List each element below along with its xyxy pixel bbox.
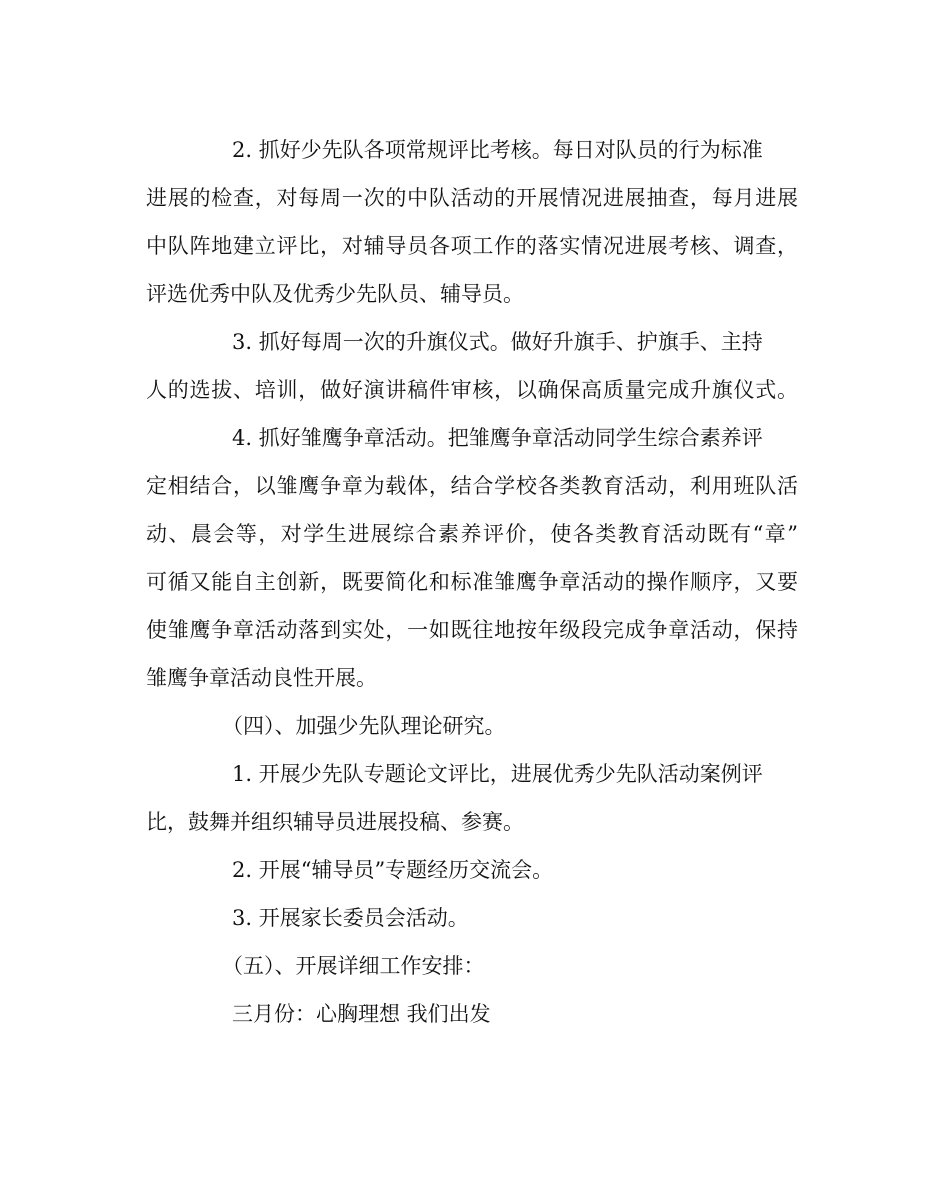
paragraph-line: 3. 抓好每周一次的升旗仪式。做好升旗手、护旗手、主持	[232, 330, 763, 354]
paragraph-line: 中队阵地建立评比，对辅导员各项工作的落实情况进展考核、调查，	[146, 234, 798, 258]
paragraph-line: 可循又能自主创新，既要简化和标准雏鹰争章活动的操作顺序，又要	[146, 570, 798, 594]
paragraph-line: 3. 开展家长委员会活动。	[232, 906, 469, 930]
paragraph-line: 4. 抓好雏鹰争章活动。把雏鹰争章活动同学生综合素养评	[232, 426, 763, 450]
paragraph-line: 定相结合，以雏鹰争章为载体，结合学校各类教育活动，利用班队活	[146, 474, 798, 498]
section-heading: （四）、加强少先队理论研究。	[222, 714, 506, 738]
paragraph-line: 评选优秀中队及优秀少先队员、辅导员。	[146, 282, 524, 306]
paragraph-line: 2. 抓好少先队各项常规评比考核。每日对队员的行为标准	[232, 138, 763, 162]
paragraph-line: 比，鼓舞并组织辅导员进展投稿、参赛。	[146, 810, 524, 834]
section-heading: （五）、开展详细工作安排：	[222, 954, 485, 978]
paragraph-line: 三月份：心胸理想 我们出发	[232, 1002, 491, 1026]
paragraph-line: 使雏鹰争章活动落到实处，一如既往地按年级段完成争章活动，保持	[146, 618, 798, 642]
paragraph-line: 动、晨会等，对学生进展综合素养评价，使各类教育活动既有“章”	[146, 522, 798, 546]
paragraph-line: 2. 开展“辅导员”专题经历交流会。	[232, 858, 554, 882]
paragraph-line: 1. 开展少先队专题论文评比，进展优秀少先队活动案例评	[232, 762, 763, 786]
paragraph-line: 雏鹰争章活动良性开展。	[146, 666, 377, 690]
paragraph-line: 进展的检查，对每周一次的中队活动的开展情况进展抽查，每月进展	[146, 186, 798, 210]
paragraph-line: 人的选拔、培训，做好演讲稿件审核，以确保高质量完成升旗仪式。	[146, 378, 798, 402]
